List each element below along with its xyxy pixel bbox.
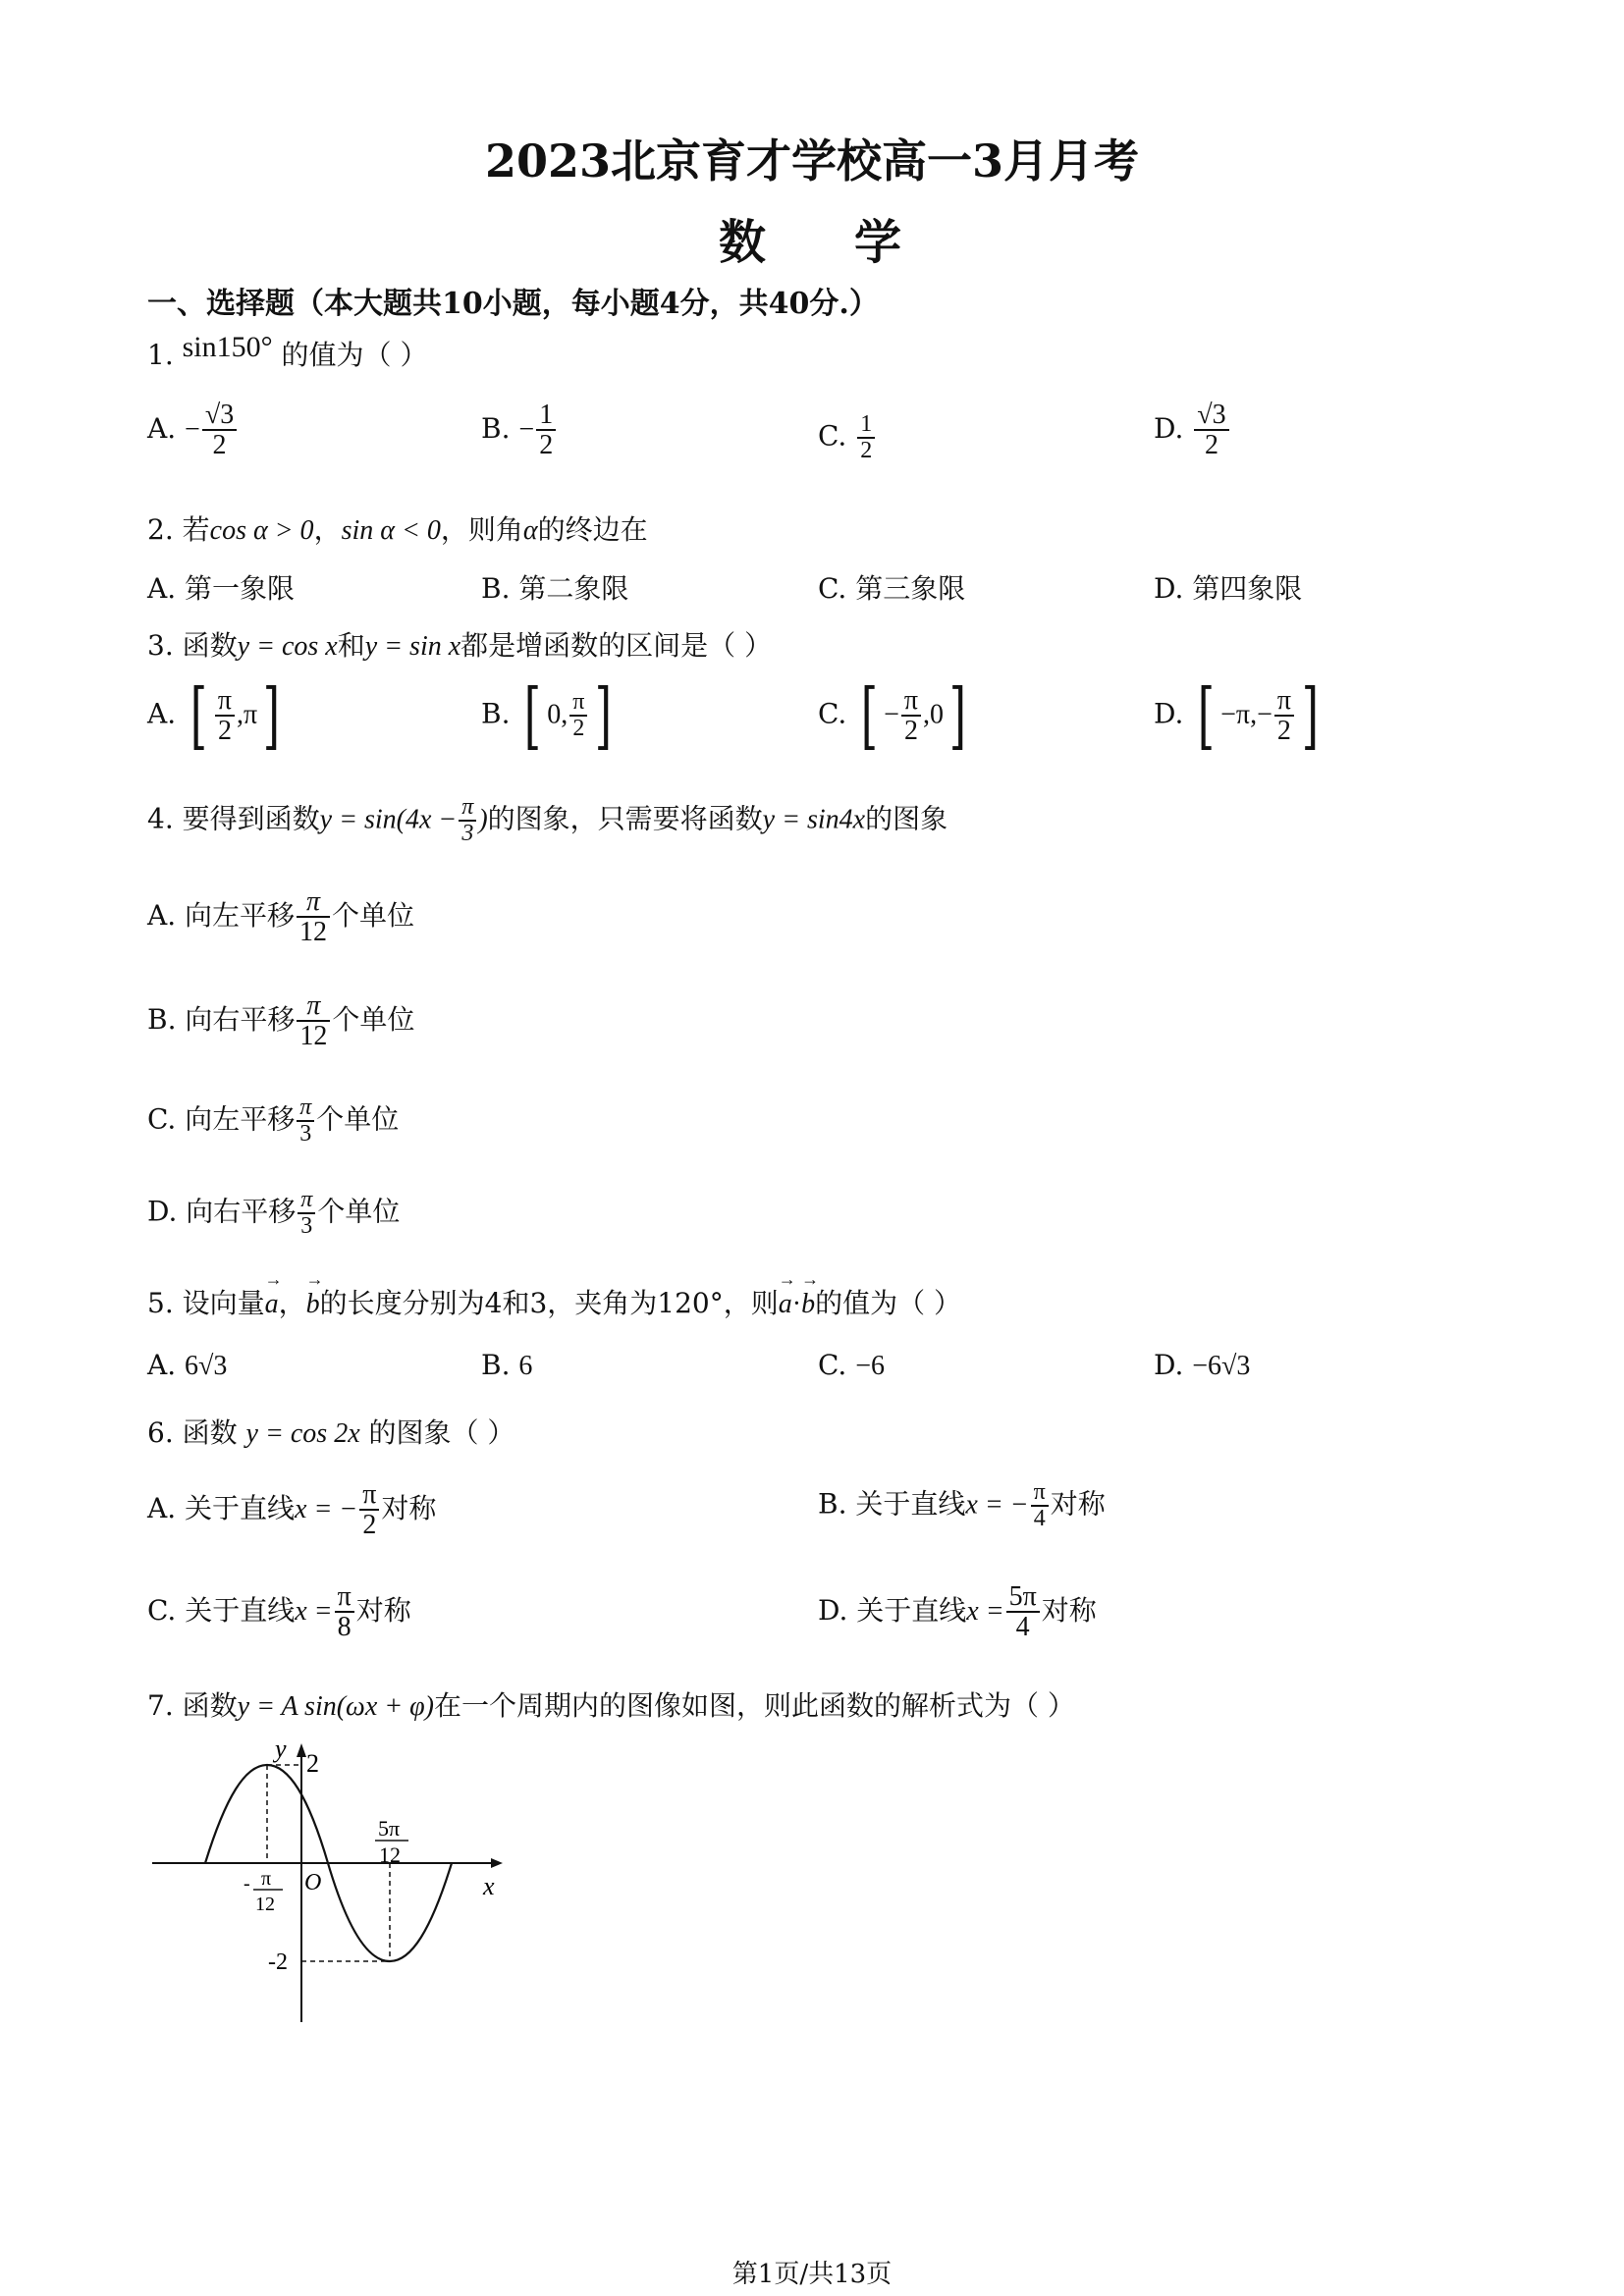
option-5d[interactable]: D. −6√3 (1154, 1349, 1251, 1381)
question-3: 3. 函数y = cos x和y = sin x都是增函数的区间是（ ） (147, 629, 773, 662)
option-2b[interactable]: B. 第二象限 (481, 572, 629, 605)
question-text: 的值为（ ） (281, 339, 428, 371)
option-2c[interactable]: C. 第三象限 (818, 572, 966, 605)
sine-graph (137, 1737, 530, 2032)
xmin-denominator: 12 (379, 1842, 401, 1867)
option-3d[interactable]: D. [ −π,− $\frac{\pi}{2}$ ] (1154, 673, 1320, 758)
xmax-denominator: 12 (255, 1894, 275, 1915)
option-1a[interactable]: A. − $\frac{√3}{2}$ (147, 400, 239, 460)
option-6b[interactable]: B. 关于直线x = − $\frac{\pi}{4}$ 对称 (818, 1479, 1106, 1532)
question-5: 5. 设向量→ a，→ b的长度分别为4和3，夹角为120°，则→ a·→ b的值为（ ） (147, 1282, 961, 1321)
option-4a[interactable]: A. 向左平移 $\frac{\pi}{12}$ 个单位 (147, 886, 415, 948)
subject-title: 数学 (718, 215, 990, 270)
option-4c[interactable]: C. 向左平移 $\frac{\pi}{3}$ 个单位 (147, 1095, 400, 1148)
option-2d[interactable]: D. 第四象限 (1154, 572, 1303, 605)
y-label: y (275, 1737, 287, 1763)
option-6c[interactable]: C. 关于直线x = $\frac{\pi}{8}$ 对称 (147, 1581, 411, 1643)
question-2: 2. 若cos α > 0，sin α < 0，则角α的终边在 (147, 513, 648, 546)
max-label: 2 (306, 1749, 319, 1778)
question-number: 1. (147, 339, 174, 371)
option-3a[interactable]: A. [ $\frac{\pi}{2}$ ,π] (147, 673, 281, 758)
option-1b[interactable]: B. − $\frac{1}{2}$ (481, 400, 558, 460)
option-6a[interactable]: A. 关于直线x = − $\frac{\pi}{2}$ 对称 (147, 1479, 437, 1541)
option-6d[interactable]: D. 关于直线x = $\frac{5\pi}{4}$ 对称 (818, 1581, 1097, 1643)
page-footer: 第1页/共13页 (731, 2260, 893, 2289)
page-title: 2023北京育才学校高一3月月考 (484, 134, 1140, 187)
question-7: 7. 函数y = A sin(ωx + φ)在一个周期内的图像如图，则此函数的解析式为（ ） (147, 1689, 1075, 1722)
question-1 (147, 331, 428, 373)
origin-label: O (304, 1870, 322, 1896)
xmin-numerator: 5π (378, 1816, 401, 1841)
option-2a[interactable]: A. 第一象限 (147, 572, 296, 605)
min-label: -2 (268, 1949, 288, 1975)
option-3c[interactable]: C. [ − $\frac{\pi}{2}$ ,0] (818, 673, 967, 758)
option-3b[interactable]: B. [ 0, $\frac{\pi}{2}$ ] (481, 673, 613, 758)
option-4d[interactable]: D. 向右平移 $\frac{\pi}{3}$ 个单位 (147, 1187, 401, 1240)
option-1c[interactable]: C. $\frac{1}{2}$ (818, 412, 877, 463)
option-5a[interactable]: A. 6√3 (147, 1349, 228, 1381)
vector-a: → a (265, 1289, 279, 1320)
math-expr: sin150° (182, 331, 273, 363)
option-5c[interactable]: C. −6 (818, 1349, 886, 1381)
xmax-sign: - (244, 1873, 250, 1895)
x-label: x (483, 1872, 495, 1900)
option-4b[interactable]: B. 向右平移 $\frac{\pi}{12}$ 个单位 (147, 990, 415, 1052)
option-1d[interactable]: D. $\frac{√3}{2}$ (1154, 400, 1231, 460)
question-6: 6. 函数 y = cos 2x 的图象（ ） (147, 1416, 515, 1449)
section-heading: 一、选择题（本大题共10小题，每小题4分，共40分.） (147, 287, 879, 321)
y-axis-arrow (297, 1743, 306, 1757)
x-axis-arrow (491, 1858, 503, 1868)
vector-b: → b (306, 1289, 320, 1320)
question-4: 4. 要得到函数y = sin(4x − $\frac{\pi}{3}$ )的图象，只需要将函数y = sin4x的图象 (147, 794, 948, 847)
xmax-numerator: π (261, 1868, 272, 1890)
option-5b[interactable]: B. 6 (481, 1349, 533, 1381)
